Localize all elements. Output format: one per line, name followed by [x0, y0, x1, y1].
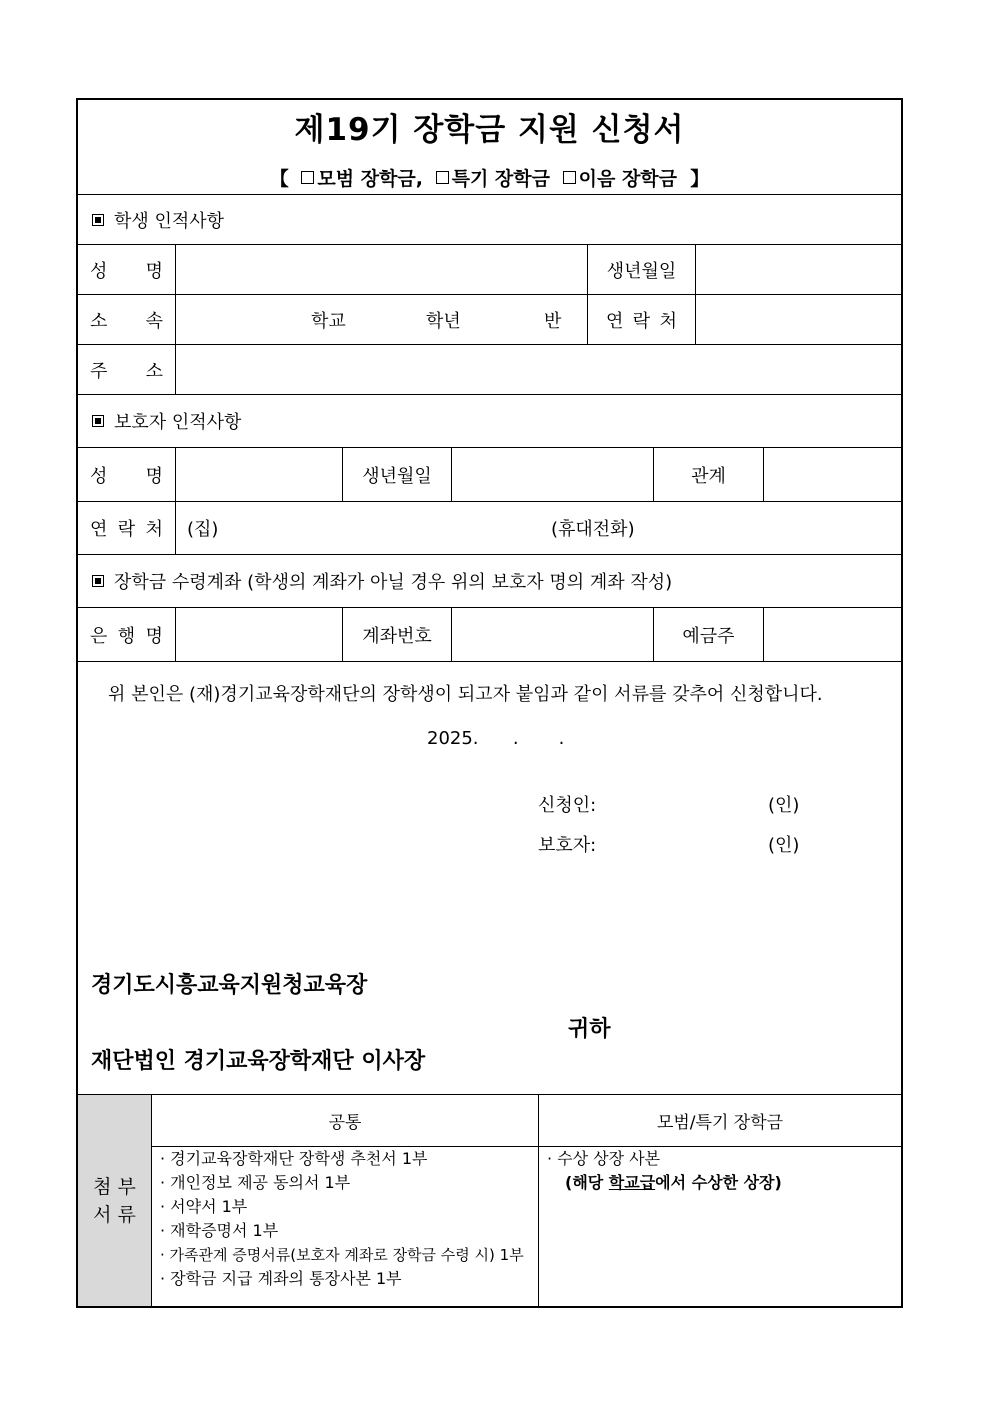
special-note: (해당 학교급에서 수상한 상장): [565, 1173, 782, 1192]
account-section-title: 장학금 수령계좌 (학생의 계좌가 아닐 경우 위의 보호자 명의 계좌 작성): [114, 572, 673, 593]
student-birth-field[interactable]: [695, 245, 901, 294]
declaration-date[interactable]: 2025. . .: [427, 728, 565, 749]
school-unit: 학교: [311, 310, 346, 332]
guardian-contact-row: [78, 502, 901, 555]
common-header: 공통: [328, 1113, 362, 1133]
filled-square-icon: [92, 575, 104, 587]
scholarship-type-selector: 【 모범 장학금, 특기 장학금 이음 장학금 】: [269, 168, 710, 190]
attachments-table: [151, 1095, 901, 1306]
student-affiliation-label: 소 속: [90, 310, 163, 332]
type-ieum: 이음 장학금: [578, 168, 678, 190]
declaration-block: [78, 662, 901, 1095]
student-name-row: [78, 245, 901, 295]
title-row: [78, 100, 901, 195]
filled-square-icon: [92, 415, 104, 427]
guardian-birth-field[interactable]: [451, 448, 653, 501]
checkbox-talent[interactable]: [436, 171, 449, 184]
attachments-label: 첨 부 서 류: [78, 1095, 151, 1306]
list-item: · 서약서 1부: [160, 1195, 538, 1219]
attachments-header-row: [152, 1095, 901, 1147]
regards-text: 귀하: [568, 1017, 611, 1042]
student-affiliation-field[interactable]: [175, 295, 587, 344]
list-item: · 가족관계 증명서류(보호자 계좌로 장학금 수령 시) 1부: [160, 1243, 538, 1267]
account-number-label: 계좌번호: [342, 608, 451, 661]
guardian-birth-label: 생년월일: [342, 448, 451, 501]
student-section-title: 학생 인적사항: [114, 210, 225, 232]
application-form: [76, 98, 903, 1308]
common-docs-cell: [152, 1147, 538, 1306]
filled-square-icon: [92, 214, 104, 226]
special-docs-list: [547, 1147, 901, 1171]
checkbox-model[interactable]: [301, 171, 314, 184]
guardian-name-field[interactable]: [175, 448, 342, 501]
student-address-label: 주 소: [90, 360, 163, 382]
student-name-field[interactable]: [175, 245, 587, 294]
bank-field[interactable]: [175, 608, 342, 661]
special-header: 모범/특기 장학금: [538, 1095, 901, 1146]
student-contact-label: 연 락 처: [587, 295, 695, 344]
bank-label: 은 행 명: [90, 625, 163, 647]
guardian-sign-label: 보호자:: [538, 835, 597, 856]
form-title: 제19기 장학금 지원 신청서: [294, 112, 685, 148]
list-item: · 수상 상장 사본: [547, 1147, 901, 1171]
grade-unit: 학년: [426, 310, 461, 332]
list-item: · 장학금 지급 계좌의 통장사본 1부: [160, 1267, 538, 1291]
type-talent: 특기 장학금: [451, 168, 550, 190]
addressee-foundation: 재단법인 경기교육장학재단 이사장: [91, 1049, 426, 1074]
applicant-seal[interactable]: (인): [768, 795, 800, 816]
home-phone-label: (집): [187, 519, 219, 540]
student-birth-label: 생년월일: [587, 245, 695, 294]
student-section-row: [78, 195, 901, 245]
account-number-field[interactable]: [451, 608, 653, 661]
account-holder-field[interactable]: [763, 608, 901, 661]
addressee-education-office: 경기도시흥교육지원청교육장: [91, 973, 368, 998]
applicant-label: 신청인:: [538, 795, 597, 816]
mobile-phone-label: (휴대전화): [551, 519, 635, 540]
list-item: · 재학증명서 1부: [160, 1219, 538, 1243]
guardian-relation-field[interactable]: [763, 448, 901, 501]
list-item: · 개인정보 제공 동의서 1부: [160, 1171, 538, 1195]
student-affiliation-row: [78, 295, 901, 345]
checkbox-ieum[interactable]: [563, 171, 576, 184]
guardian-contact-label: 연 락 처: [90, 519, 163, 540]
student-name-label: 성 명: [90, 260, 163, 282]
guardian-section-title: 보호자 인적사항: [114, 412, 242, 433]
type-model: 모범 장학금,: [317, 168, 423, 190]
list-item: · 경기교육장학재단 장학생 추천서 1부: [160, 1147, 538, 1171]
guardian-seal[interactable]: (인): [768, 835, 800, 856]
student-address-field[interactable]: [175, 345, 901, 394]
class-unit: 반: [544, 310, 562, 332]
student-contact-field[interactable]: [695, 295, 901, 344]
guardian-contact-field[interactable]: [175, 502, 901, 554]
guardian-section-row: [78, 395, 901, 448]
account-section-row: [78, 555, 901, 608]
bank-row: [78, 608, 901, 662]
account-holder-label: 예금주: [653, 608, 763, 661]
declaration-statement: 위 본인은 (재)경기교육장학재단의 장학생이 되고자 붙임과 같이 서류를 갖추어 신청합니다.: [108, 684, 823, 705]
student-address-row: [78, 345, 901, 395]
guardian-name-label: 성 명: [90, 465, 163, 487]
special-docs-cell: [538, 1147, 901, 1306]
guardian-relation-label: 관계: [653, 448, 763, 501]
common-docs-list: [160, 1147, 538, 1291]
guardian-name-row: [78, 448, 901, 502]
